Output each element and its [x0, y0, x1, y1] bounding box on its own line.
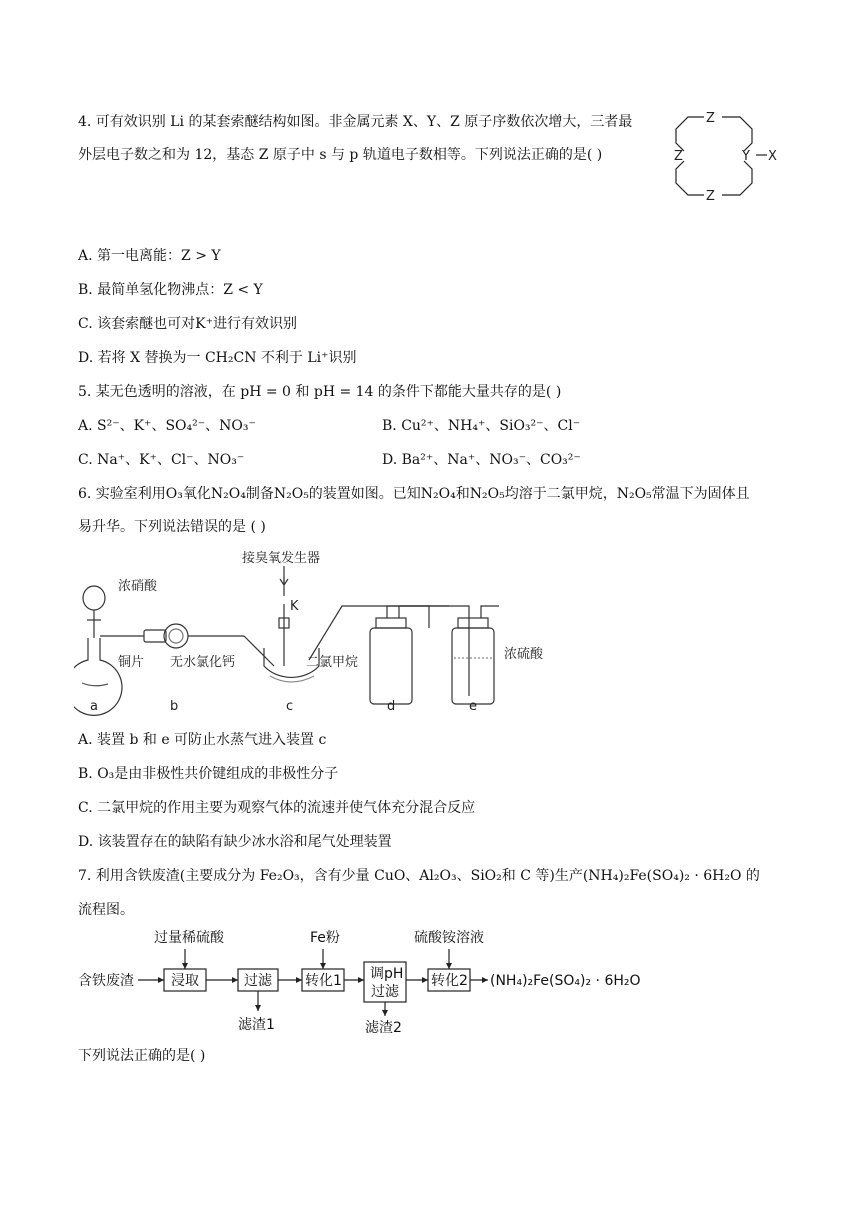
q4-option-b: B. 最简单氢化物沸点：Z < Y [78, 282, 263, 298]
ring-x: X [768, 149, 777, 164]
flow-conv2: 转化2 [431, 973, 468, 989]
label-k: K [290, 599, 299, 614]
q6-option-a: A. 装置 b 和 e 可防止水蒸气进入装置 c [78, 732, 327, 748]
label-e: e [469, 699, 477, 714]
ring-z-top: Z [706, 111, 715, 126]
label-h2so4: 浓硫酸 [504, 647, 544, 662]
q5-option-a: A. S²⁻、K⁺、SO₄²⁻、NO₃⁻ [78, 418, 256, 434]
label-c: c [286, 699, 294, 714]
q5-option-b: B. Cu²⁺、NH₄⁺、SiO₃²⁻、Cl⁻ [382, 418, 581, 434]
label-nitric: 浓硝酸 [118, 579, 158, 594]
label-a: a [90, 699, 98, 714]
q5-option-c: C. Na⁺、K⁺、Cl⁻、NO₃⁻ [78, 452, 245, 468]
q6-option-b: B. O₃是由非极性共价键组成的非极性分子 [78, 766, 339, 782]
ring-y: Y [742, 149, 750, 164]
q7-stem-line1: 7. 利用含铁废渣(主要成分为 Fe₂O₃，含有少量 CuO、Al₂O₃、SiO₂和 C 等)生产(NH₄)₂Fe(SO₄)₂ · 6H₂O 的 [78, 868, 760, 884]
flow-start: 含铁废渣 [78, 973, 134, 989]
q4-stem-line1: 4. 可有效识别 Li 的某套索醚结构如图。非金属元素 X、Y、Z 原子序数依次增大，三者最 [78, 114, 633, 130]
process-flowchart [74, 924, 674, 1042]
flow-conv1: 转化1 [305, 973, 342, 989]
ring-z-left: Z [674, 149, 683, 164]
lariat-ether-structure [664, 105, 784, 210]
label-dcm: 二氯甲烷 [306, 655, 359, 670]
label-copper: 铜片 [118, 655, 145, 670]
q4-option-a: A. 第一电离能：Z > Y [78, 248, 221, 264]
flow-residue2: 滤渣2 [365, 1020, 402, 1036]
flow-fe: Fe粉 [310, 930, 340, 946]
ring-z-bottom: Z [706, 189, 715, 204]
q4-stem-line2: 外层电子数之和为 12，基态 Z 原子中 s 与 p 轨道电子数相等。下列说法正确的是( ) [78, 147, 603, 163]
label-ozone: 接臭氧发生器 [242, 551, 321, 566]
flow-ph1: 调pH [370, 966, 404, 982]
q6-option-c: C. 二氯甲烷的作用主要为观察气体的流速并使气体充分混合反应 [78, 800, 476, 816]
q5-stem: 5. 某无色透明的溶液，在 pH = 0 和 pH = 14 的条件下都能大量共存的是( ) [78, 384, 562, 400]
label-b: b [170, 699, 179, 714]
q7-stem-line2: 流程图。 [78, 902, 134, 918]
flow-ph2: 过滤 [371, 984, 399, 1000]
flow-acid: 过量稀硫酸 [154, 930, 224, 946]
flow-amsulf: 硫酸铵溶液 [414, 930, 484, 946]
q4-option-c: C. 该套索醚也可对K⁺进行有效识别 [78, 316, 297, 332]
q5-option-d: D. Ba²⁺、Na⁺、NO₃⁻、CO₃²⁻ [382, 452, 581, 468]
q6-stem-line2: 易升华。下列说法错误的是 ( ) [78, 519, 266, 535]
flow-leach: 浸取 [171, 973, 199, 989]
q6-option-d: D. 该装置存在的缺陷有缺少冰水浴和尾气处理装置 [78, 834, 392, 850]
apparatus-diagram [74, 548, 574, 718]
q6-stem-line1: 6. 实验室利用O₃氧化N₂O₄制备N₂O₅的装置如图。已知N₂O₄和N₂O₅均溶于二氯甲烷，N₂O₅常温下为固体且 [78, 486, 750, 502]
flow-residue1: 滤渣1 [238, 1017, 275, 1033]
label-cacl2: 无水氯化钙 [170, 655, 236, 670]
q7-tail: 下列说法正确的是( ) [78, 1048, 206, 1064]
q4-option-d: D. 若将 X 替换为一 CH₂CN 不利于 Li⁺识别 [78, 350, 357, 366]
flow-product: (NH₄)₂Fe(SO₄)₂ · 6H₂O [490, 973, 641, 989]
flow-filter: 过滤 [244, 973, 272, 989]
label-d: d [387, 699, 396, 714]
